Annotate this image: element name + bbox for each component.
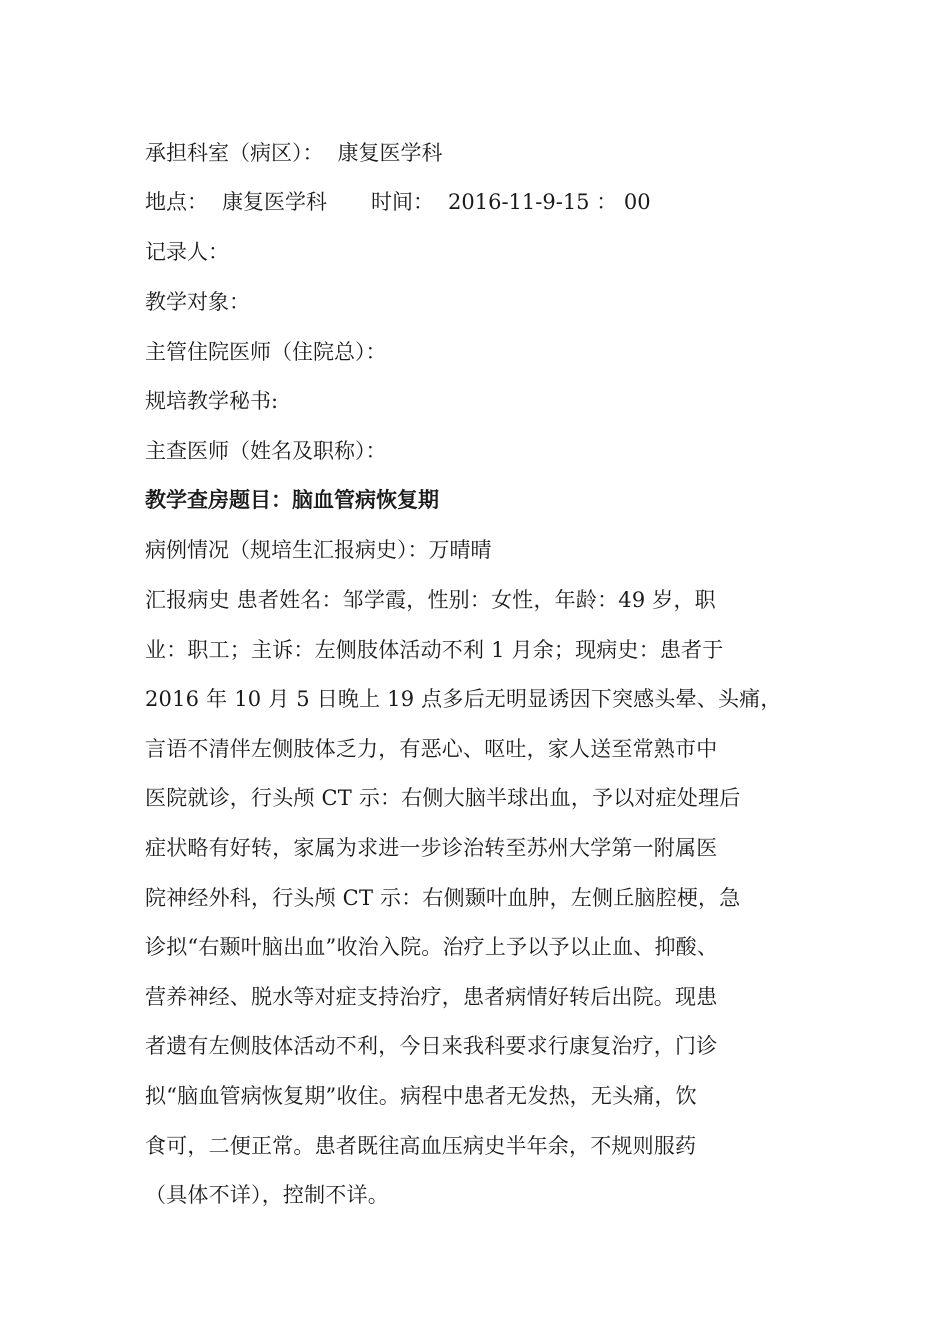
time-label: 时间：	[371, 190, 434, 214]
location-label: 地点：	[145, 190, 208, 214]
topic-title: 教学查房题目：脑血管病恢复期	[145, 488, 439, 512]
time-value: 2016-11-9-15 ： 00	[448, 190, 651, 214]
location-value: 康复医学科	[222, 190, 327, 214]
audience-field: 教学对象：	[145, 290, 250, 314]
history-line: 者遗有左侧肢体活动不利，今日来我科要求行康复治疗，门诊	[145, 1034, 718, 1059]
history-line: 食可，二便正常。患者既往高血压病史半年余，不规则服药	[145, 1133, 697, 1158]
case-label: 病例情况（规培生汇报病史）：万晴晴	[145, 538, 492, 562]
department-label: 承担科室（病区）：	[145, 141, 324, 165]
recorder-field: 记录人：	[145, 240, 229, 264]
case-history	[145, 585, 835, 1230]
history-line: 言语不清伴左侧肢体乏力，有恶心、呕吐，家人送至常熟市中	[145, 736, 718, 761]
secretary-field: 规培教学秘书:	[145, 389, 279, 413]
resident-field: 主管住院医师（住院总）：	[145, 340, 387, 364]
history-line: 汇报病史 患者姓名：邹学霞，性别：女性，年龄：49 岁，职	[145, 588, 716, 612]
history-line: 业：职工；主诉：左侧肢体活动不利 1 月余；现病史：患者于	[145, 637, 724, 662]
history-line: 营养神经、脱水等对症支持治疗，患者病情好转后出院。现患	[145, 984, 718, 1009]
history-line: 拟“脑血管病恢复期”收住。病程中患者无发热，无头痛，饮	[145, 1083, 697, 1108]
history-line: 症状略有好转，家属为求进一步诊治转至苏州大学第一附属医	[145, 835, 718, 860]
history-line: 2016 年 10 月 5 日晚上 19 点多后无明显诱因下突感头晕、头痛，	[145, 687, 782, 712]
department-field	[145, 138, 443, 168]
history-line: 院神经外科，行头颅 CT 示：右侧颞叶血肿，左侧丘脑腔梗，急	[145, 885, 741, 910]
history-line: （具体不详），控制不详。	[145, 1183, 389, 1208]
department-value: 康复医学科	[337, 141, 443, 165]
attending-field: 主查医师（姓名及职称）：	[145, 439, 387, 463]
location-time-field	[145, 187, 651, 217]
history-line: 医院就诊，行头颅 CT 示：右侧大脑半球出血，予以对症处理后	[145, 786, 741, 811]
history-line: 诊拟“右颞叶脑出血”收治入院。治疗上予以予以止血、抑酸、	[145, 935, 719, 960]
